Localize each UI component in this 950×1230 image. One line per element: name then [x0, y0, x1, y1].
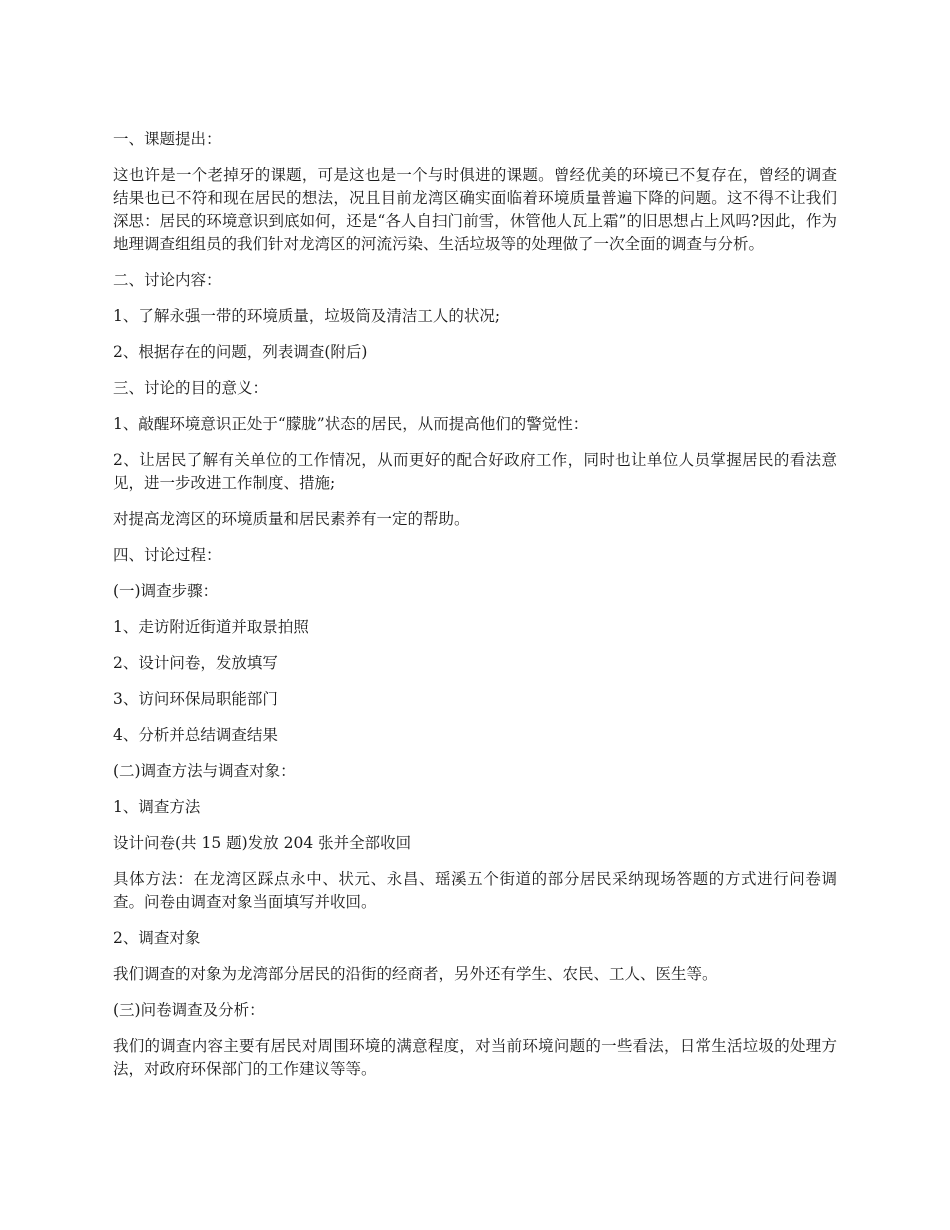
paragraph-intro: 这也许是一个老掉牙的课题，可是这也是一个与时俱进的课题。曾经优美的环境已不复存在，曾经的调查结果也已不符和现在居民的想法，况且目前龙湾区确实面临着环境质量普遍下降的问题。这不得不让我们深思：居民的环境意识到底如何，还是“各人自扫门前雪，休管他人瓦上霜”的旧思想占上风吗?因此，作为地理调查组组员的我们针对龙湾区的河流污染、生活垃圾等的处理做了一次全面的调查与分析。: [113, 166, 837, 253]
list-item: 1、调查方法: [113, 798, 201, 816]
list-item: 3、访问环保局职能部门: [113, 690, 278, 708]
subheading-methods: (二)调查方法与调查对象：: [113, 762, 296, 780]
heading-topic: 一、课题提出：: [113, 130, 222, 148]
subheading-analysis: (三)问卷调查及分析：: [113, 1001, 265, 1019]
paragraph-questionnaire: 设计问卷(共 15 题)发放 204 张并全部收回: [113, 834, 412, 852]
document-body: [113, 128, 837, 1094]
subheading-steps: (一)调查步骤：: [113, 582, 219, 600]
paragraph-analysis: 我们的调查内容主要有居民对周围环境的满意程度，对当前环境问题的一些看法，日常生活垃圾的处理方法，对政府环保部门的工作建议等等。: [113, 1037, 837, 1078]
paragraph-method-detail: 具体方法：在龙湾区踩点永中、状元、永昌、瑶溪五个街道的部分居民采纳现场答题的方式进行问卷调查。问卷由调查对象当面填写并收回。: [113, 870, 837, 911]
heading-process: 四、讨论过程：: [113, 546, 222, 564]
heading-discussion-content: 二、讨论内容：: [113, 271, 222, 289]
list-item: 2、调查对象: [113, 929, 201, 947]
list-item: 1、了解永强一带的环境质量，垃圾筒及清洁工人的状况;: [113, 307, 501, 325]
heading-purpose: 三、讨论的目的意义：: [113, 379, 269, 397]
list-item: 1、敲醒环境意识正处于“朦胧”状态的居民，从而提高他们的警觉性：: [113, 415, 589, 433]
list-item: 2、设计问卷，发放填写: [113, 654, 278, 672]
list-item: 4、分析并总结调查结果: [113, 726, 278, 744]
list-item: 2、根据存在的问题，列表调查(附后): [113, 343, 368, 361]
paragraph-purpose-summary: 对提高龙湾区的环境质量和居民素养有一定的帮助。: [113, 510, 470, 528]
paragraph-subjects: 我们调查的对象为龙湾部分居民的沿街的经商者，另外还有学生、农民、工人、医生等。: [113, 965, 718, 983]
list-item: 1、走访附近街道并取景拍照: [113, 618, 309, 636]
list-item: 2、让居民了解有关单位的工作情况，从而更好的配合好政府工作，同时也让单位人员掌握居民的看法意见，进一步改进工作制度、措施;: [113, 451, 837, 492]
